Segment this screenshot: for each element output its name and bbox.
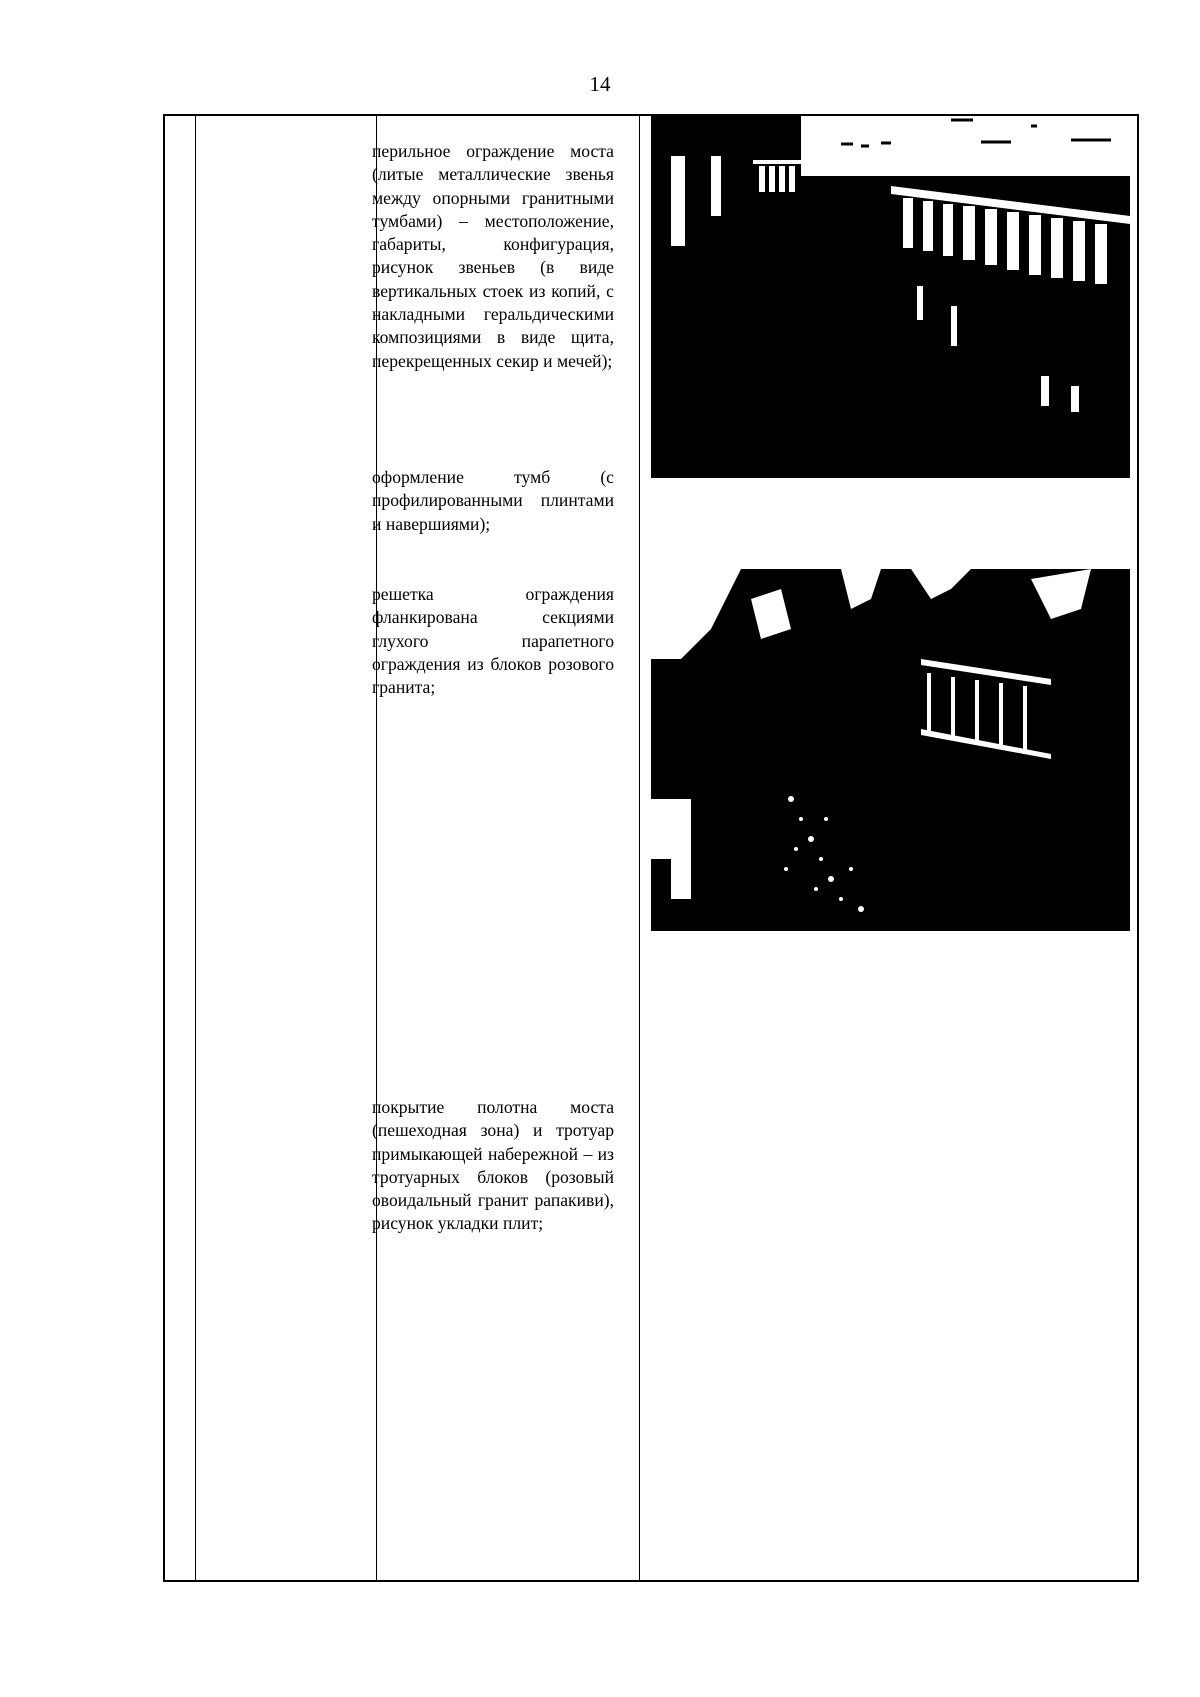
column-divider [195,116,196,1580]
description-paving: покрытие полотна моста (пешеходная зона) и тротуар примыкающей набережной – из тротуарных блоков (розовый овоидальный гранит рапакиви), рисунок укладки плит; [372,1097,614,1234]
page-number: 14 [589,72,611,96]
column-divider [639,116,640,1580]
description-parapet: решетка ограждения фланкирована секциями глухого парапетного ограждения из блоков розового гранита; [372,584,614,698]
description-railing: перильное ограждение моста (литые металлические звенья между опорными гранитными тумбами) – местоположение, габариты, конфигурация, рисунок звеньев (в виде вертикальных стоек из копий, с накладными геральдическими композициями в виде щита, перекрещенных секир и мечей); [372,141,614,371]
railing-photo [651,116,1130,478]
description-pedestals: оформление тумб (с профилированными плинтами и навершиями); [372,467,614,534]
document-table [163,114,1139,1582]
parapet-photo [651,569,1130,931]
